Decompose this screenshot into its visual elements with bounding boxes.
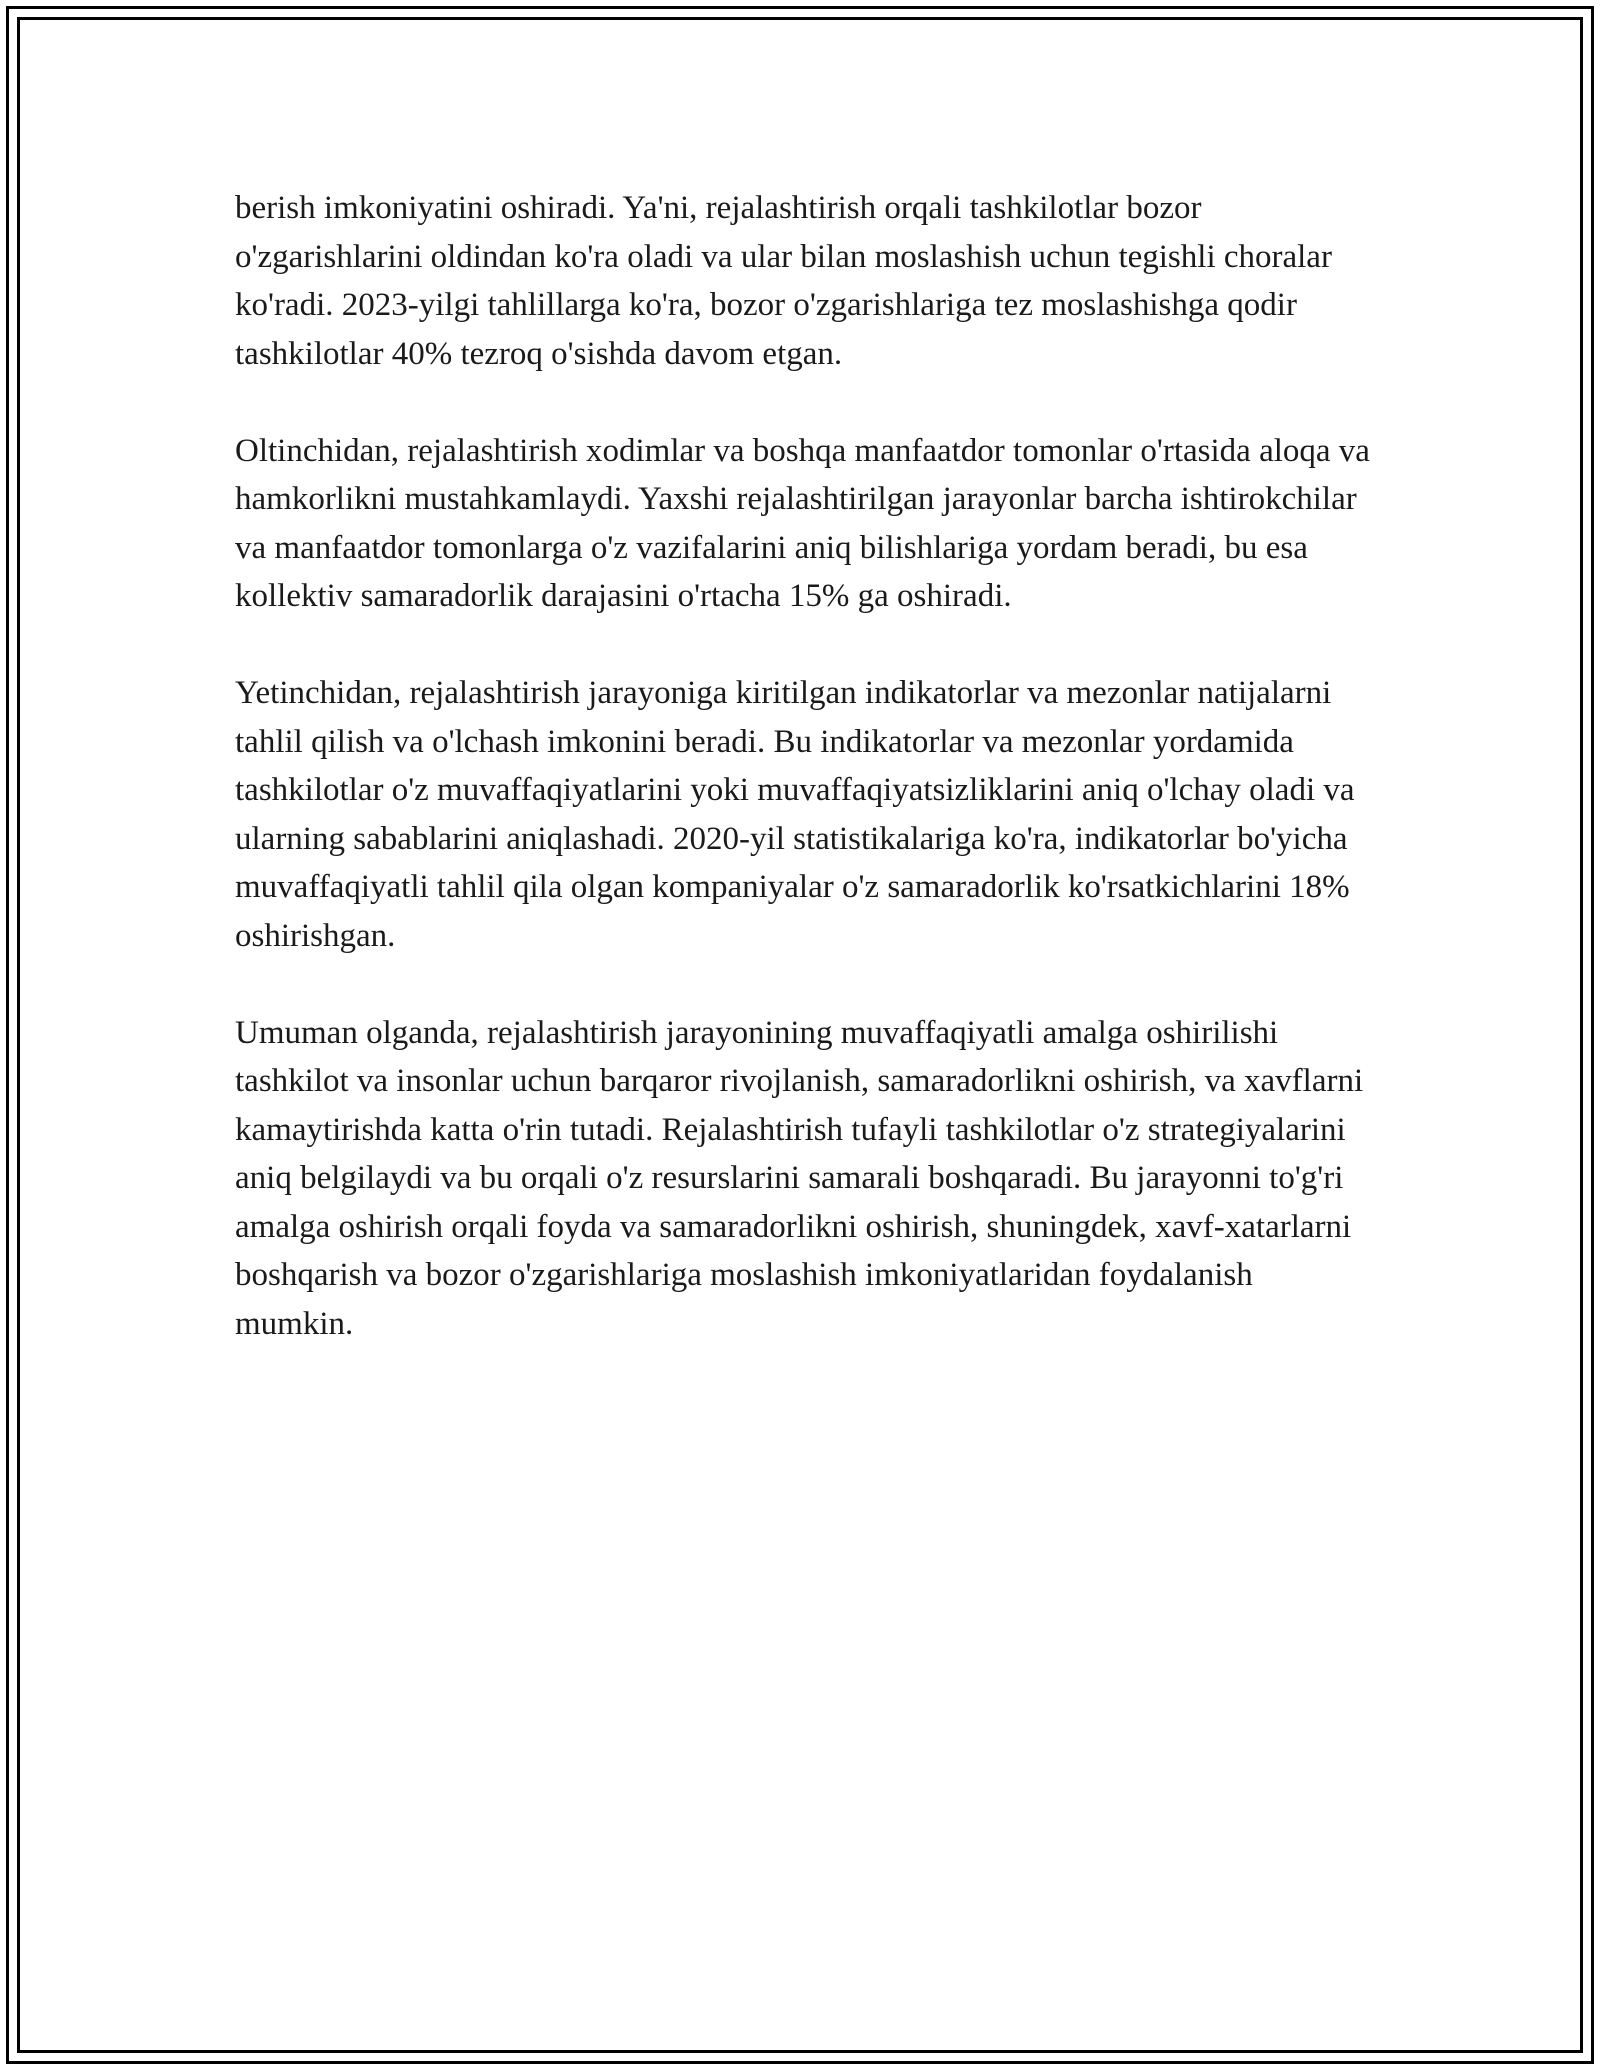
paragraph-3: Yetinchidan, rejalashtirish jarayoniga kiritilgan indikatorlar va mezonlar natijalarni tahlil qilish va o'lchash imkonini beradi. Bu indikatorlar va mezonlar yordamida tashkilotlar o'z muvaffaqiyatlarini yoki muvaffaqiyatsizliklarini aniq o'lchay oladi va ularning sabablarini aniqlashadi. 2020-yil statistikalariga ko'ra, indikatorlar bo'yicha muvaffaqiyatli tahlil qila olgan kompaniyalar o'z samaradorlik ko'rsatkichlarini 18% oshirishgan. — [235, 675, 1355, 954]
document-body — [235, 184, 1375, 1348]
paragraph-4: Umuman olganda, rejalashtirish jarayonining muvaffaqiyatli amalga oshirilishi tashkilot va insonlar uchun barqaror rivojlanish, samaradorlikni oshirish, va xavflarni kamaytirishda katta o'rin tutadi. Rejalashtirish tufayli tashkilotlar o'z strategiyalarini aniq belgilaydi va bu orqali o'z resurslarini samarali boshqaradi. Bu jarayonni to'g'ri amalga oshirish orqali foyda va samaradorlikni oshirish, shuningdek, xavf-xatarlarni boshqarish va bozor o'zgarishlariga moslashish imkoniyatlaridan foydalanish mumkin. — [235, 1014, 1364, 1342]
paragraph-2: Oltinchidan, rejalashtirish xodimlar va boshqa manfaatdor tomonlar o'rtasida aloqa va hamkorlikni mustahkamlaydi. Yaxshi rejalashtirilgan jarayonlar barcha ishtirokchilar va manfaatdor tomonlarga o'z vazifalarini aniq bilishlariga yordam beradi, bu esa kollektiv samaradorlik darajasini o'rtacha 15% ga oshiradi. — [235, 432, 1370, 614]
paragraph-1: berish imkoniyatini oshiradi. Ya'ni, rejalashtirish orqali tashkilotlar bozor o'zgarishlarini oldindan ko'ra oladi va ular bilan moslashish uchun tegishli choralar ko'radi. 2023-yilgi tahlillarga ko'ra, bozor o'zgarishlariga tez moslashishga qodir tashkilotlar 40% tezroq o'sishda davom etgan. — [235, 190, 1332, 372]
